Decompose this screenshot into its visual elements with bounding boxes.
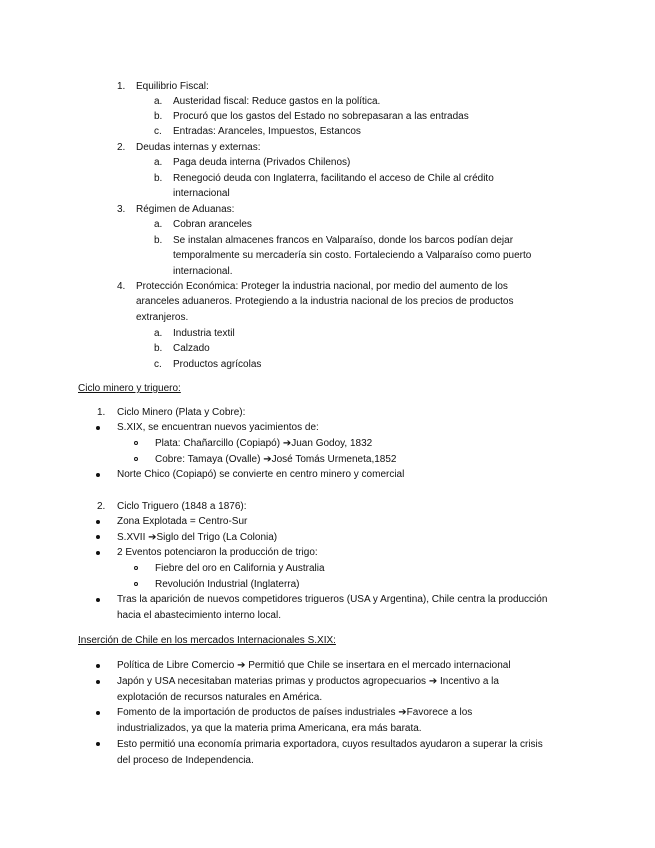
circle-bullet-icon (134, 441, 138, 445)
sub-marker: b. (154, 235, 163, 246)
list-item-title: Ciclo Triguero (1848 a 1876): (117, 501, 247, 512)
sub-marker: b. (154, 111, 163, 122)
bullet-text: 2 Eventos potenciaron la producción de trigo: (117, 547, 318, 558)
arrow-right-icon: ➔ (282, 438, 292, 449)
sub-bullet-text: Revolución Industrial (Inglaterra) (155, 579, 300, 590)
sub-marker: c. (154, 359, 162, 370)
sub-marker: b. (154, 343, 163, 354)
list-item-title: Deudas internas y externas: (136, 142, 261, 153)
bullet-text: Japón y USA necesitaban materias primas y productos agropecuarios ➔ Incentivo a la (117, 676, 499, 687)
bullet-text: Zona Explotada = Centro-Sur (117, 516, 248, 527)
sub-marker: c. (154, 126, 162, 137)
bullet-text: Tras la aparición de nuevos competidores trigueros (USA y Argentina), Chile centra la producción (117, 594, 548, 605)
sub-item-continuation: internacional (173, 188, 230, 199)
arrow-right-icon: ➔ (148, 532, 157, 543)
bullet-icon (96, 598, 100, 602)
arrow-right-icon: ➔ (398, 707, 407, 718)
bullet-text-continuation: explotación de recursos naturales en América. (117, 692, 323, 703)
list-item-title: Protección Económica: Proteger la industria nacional, por medio del aumento de los (136, 281, 508, 292)
sub-bullet-text: Plata: Chañarcillo (Copiapó) ➔Juan Godoy, 1832 (155, 438, 373, 449)
sub-marker: a. (154, 219, 163, 230)
circle-bullet-icon (134, 457, 138, 461)
list-number: 2. (117, 142, 126, 153)
sub-item: Cobran aranceles (173, 219, 252, 230)
list-number: 2. (97, 501, 106, 512)
arrow-right-icon: ➔ (263, 454, 272, 465)
sub-item: Entradas: Aranceles, Impuestos, Estancos (173, 126, 361, 137)
sub-marker: b. (154, 173, 163, 184)
sub-item: Austeridad fiscal: Reduce gastos en la política. (173, 96, 381, 107)
section-heading: Inserción de Chile en los mercados Internacionales S.XIX: (78, 635, 336, 646)
bullet-icon (96, 473, 100, 477)
sub-item: Calzado (173, 343, 210, 354)
bullet-icon (96, 520, 100, 524)
sub-item: Paga deuda interna (Privados Chilenos) (173, 157, 351, 168)
bullet-text-continuation: industrializados, ya que la materia prima Americana, era más barata. (117, 723, 422, 734)
bullet-icon (96, 551, 100, 555)
list-item-title: Régimen de Aduanas: (136, 204, 235, 215)
list-number: 1. (97, 407, 106, 418)
bullet-text-continuation: hacia el abastecimiento interno local. (117, 610, 281, 621)
bullet-text-continuation: del proceso de Independencia. (117, 755, 254, 766)
list-number: 4. (117, 281, 126, 292)
sub-bullet-text: Cobre: Tamaya (Ovalle) ➔José Tomás Urmeneta,1852 (155, 454, 397, 465)
bullet-icon (96, 711, 100, 715)
sub-marker: a. (154, 96, 163, 107)
arrow-right-icon: ➔ (428, 676, 438, 687)
sub-item-continuation: temporalmente su mercadería sin costo. Fortaleciendo a Valparaíso como puerto (173, 250, 532, 261)
sub-bullet-text: Fiebre del oro en California y Australia (155, 563, 325, 574)
sub-item: Industria textil (173, 328, 235, 339)
bullet-icon (96, 535, 100, 539)
list-number: 3. (117, 204, 126, 215)
sub-item: Procuró que los gastos del Estado no sobrepasaran a las entradas (173, 111, 469, 122)
sub-marker: a. (154, 328, 163, 339)
sub-item: Productos agrícolas (173, 359, 262, 370)
bullet-icon (96, 680, 100, 684)
list-item-continuation: extranjeros. (136, 312, 189, 323)
bullet-icon (96, 426, 100, 430)
bullet-text: Fomento de la importación de productos de países industriales ➔Favorece a los (117, 707, 473, 718)
bullet-icon (96, 742, 100, 746)
list-item-title: Equilibrio Fiscal: (136, 81, 209, 92)
bullet-text: S.XIX, se encuentran nuevos yacimientos de: (117, 422, 319, 433)
bullet-text: Política de Libre Comercio ➔ Permitió que Chile se insertara en el mercado internacional (117, 660, 511, 671)
bullet-text: Esto permitió una economía primaria exportadora, cuyos resultados ayudaron a superar la crisis (117, 739, 543, 750)
bullet-text: Norte Chico (Copiapó) se convierte en centro minero y comercial (117, 469, 405, 480)
list-number: 1. (117, 81, 126, 92)
arrow-right-icon: ➔ (237, 660, 246, 671)
bullet-icon (96, 664, 100, 668)
circle-bullet-icon (134, 566, 138, 570)
sub-marker: a. (154, 157, 163, 168)
list-item-continuation: aranceles aduaneros. Protegiendo a la industria nacional de los precios de productos (136, 296, 514, 307)
sub-item-continuation: internacional. (173, 266, 233, 277)
circle-bullet-icon (134, 582, 138, 586)
sub-item: Se instalan almacenes francos en Valparaíso, donde los barcos podían dejar (173, 235, 514, 246)
list-item-title: Ciclo Minero (Plata y Cobre): (117, 407, 246, 418)
sub-item: Renegoció deuda con Inglaterra, facilitando el acceso de Chile al crédito (173, 173, 494, 184)
bullet-text: S.XVII ➔Siglo del Trigo (La Colonia) (117, 532, 278, 543)
section-heading: Ciclo minero y triguero: (78, 383, 181, 394)
